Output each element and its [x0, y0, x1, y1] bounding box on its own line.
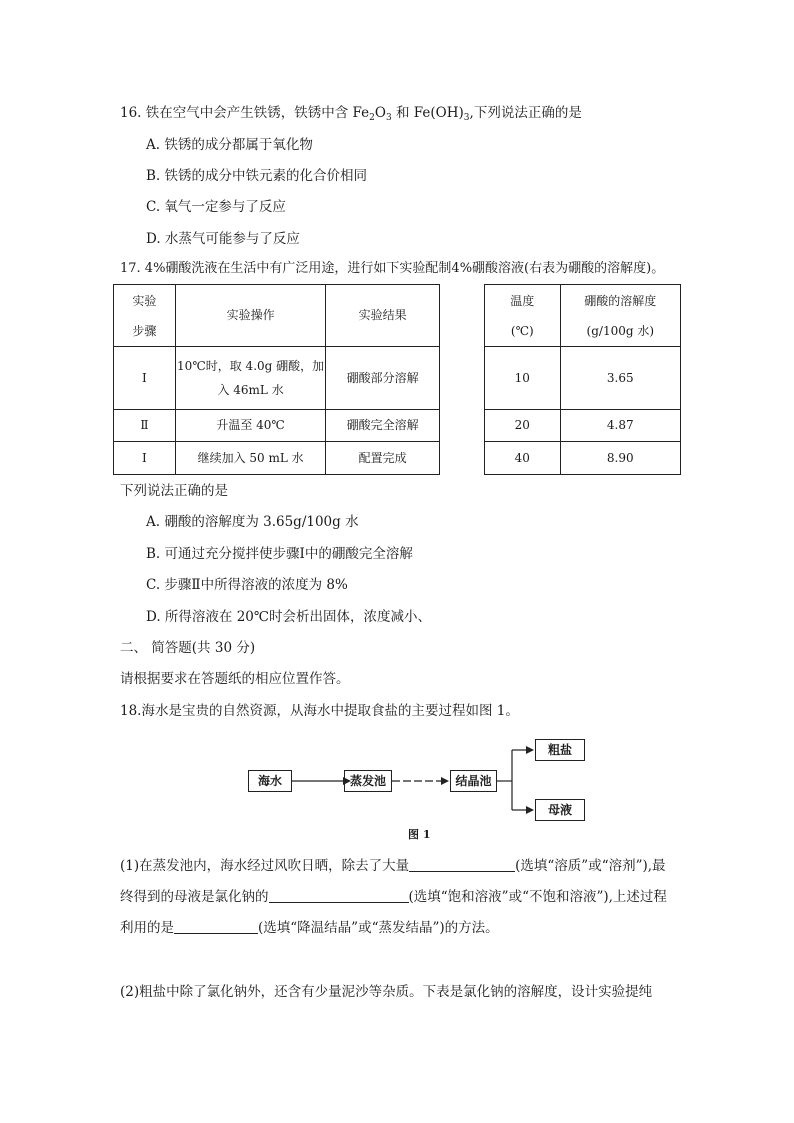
- flow-box-mother-liquor: 母液: [535, 799, 585, 821]
- exp-cell: 配置完成: [326, 442, 440, 475]
- exp-cell: Ⅰ: [114, 347, 176, 410]
- q17-option-c: C. 步骤Ⅱ中所得溶液的浓度为 8%: [146, 577, 348, 593]
- exp-cell: 10℃时，取 4.0g 硼酸，加 入 46mL 水: [175, 347, 326, 410]
- sol-cell: 4.87: [560, 410, 680, 442]
- q18-part1-line1: (1)在蒸发池内，海水经过风吹日晒，除去了大量 (选填“溶质”或“溶剂”),最: [120, 858, 666, 874]
- flow-box-evaporation-pond: 蒸发池: [344, 770, 392, 792]
- flow-box-crude-salt: 粗盐: [535, 739, 585, 761]
- answer-blank[interactable]: [174, 920, 258, 934]
- q16-option-a: A. 铁锈的成分都属于氧化物: [146, 137, 313, 153]
- flow-arrowhead: [526, 806, 534, 814]
- exp-cell: 硼酸完全溶解: [326, 410, 440, 442]
- flow-arrowhead: [526, 746, 534, 754]
- sol-cell: 10: [485, 347, 561, 410]
- q17-option-a: A. 硼酸的溶解度为 3.65g/100g 水: [146, 514, 359, 530]
- exp-header-result: 实验结果: [326, 285, 440, 347]
- sol-cell: 8.90: [560, 442, 680, 475]
- q16-option-b: B. 铁锈的成分中铁元素的化合价相同: [146, 168, 368, 184]
- exp-header-step: 实验 步骤: [114, 285, 176, 347]
- answer-blank[interactable]: [409, 858, 515, 872]
- figure-caption: 图 1: [408, 828, 431, 841]
- exp-header-operation: 实验操作: [175, 285, 326, 347]
- sol-cell: 40: [485, 442, 561, 475]
- q16-option-c: C. 氧气一定参与了反应: [146, 199, 286, 215]
- flow-box-seawater: 海水: [248, 770, 292, 792]
- flow-arrowhead: [441, 777, 449, 785]
- exp-cell: Ⅱ: [114, 410, 176, 442]
- sol-cell: 3.65: [560, 347, 680, 410]
- flow-box-crystallization-pond: 结晶池: [450, 770, 497, 792]
- exp-cell: 升温至 40℃: [175, 410, 326, 442]
- exp-cell: 继续加入 50 mL 水: [175, 442, 326, 475]
- sol-header-temp: 温度 (℃): [485, 285, 561, 347]
- exp-cell: 硼酸部分溶解: [326, 347, 440, 410]
- answer-blank[interactable]: [269, 889, 409, 903]
- q17-option-d: D. 所得溶液在 20℃时会析出固体，浓度减小、: [146, 609, 431, 625]
- q16-option-d: D. 水蒸气可能参与了反应: [146, 231, 300, 247]
- q17-question: 下列说法正确的是: [120, 483, 228, 499]
- q16-stem: 16. 铁在空气中会产生铁锈，铁锈中含 $Fe_2O_3$ 和 $Fe(OH)_3$,下列说法正确的是: [120, 105, 582, 123]
- q18-stem: 18.海水是宝贵的自然资源，从海水中提取食盐的主要过程如图 1。: [120, 703, 519, 719]
- q17-stem: 17. 4%硼酸洗液在生活中有广泛用途，进行如下实验配制4%硼酸溶液(右表为硼酸的溶解度)。: [120, 261, 665, 276]
- q18-part1-line3: 利用的是 (选填“降温结晶”或“蒸发结晶”)的方法。: [120, 920, 499, 936]
- sol-cell: 20: [485, 410, 561, 442]
- section-title: 二、 简答题(共 30 分): [120, 640, 256, 656]
- q18-part1-line2: 终得到的母液是氯化钠的 (选填“饱和溶液”或“不饱和溶液”),上述过程: [120, 889, 667, 905]
- exp-cell: Ⅰ: [114, 442, 176, 475]
- q18-part2: (2)粗盐中除了氯化钠外，还含有少量泥沙等杂质。下表是氯化钠的溶解度，设计实验提纯: [120, 984, 653, 1000]
- section-instruction: 请根据要求在答题纸的相应位置作答。: [120, 671, 350, 687]
- sol-header-solubility: 硼酸的溶解度 (g/100g 水): [560, 285, 680, 347]
- q17-option-b: B. 可通过充分搅拌使步骤Ⅰ中的硼酸完全溶解: [146, 546, 413, 562]
